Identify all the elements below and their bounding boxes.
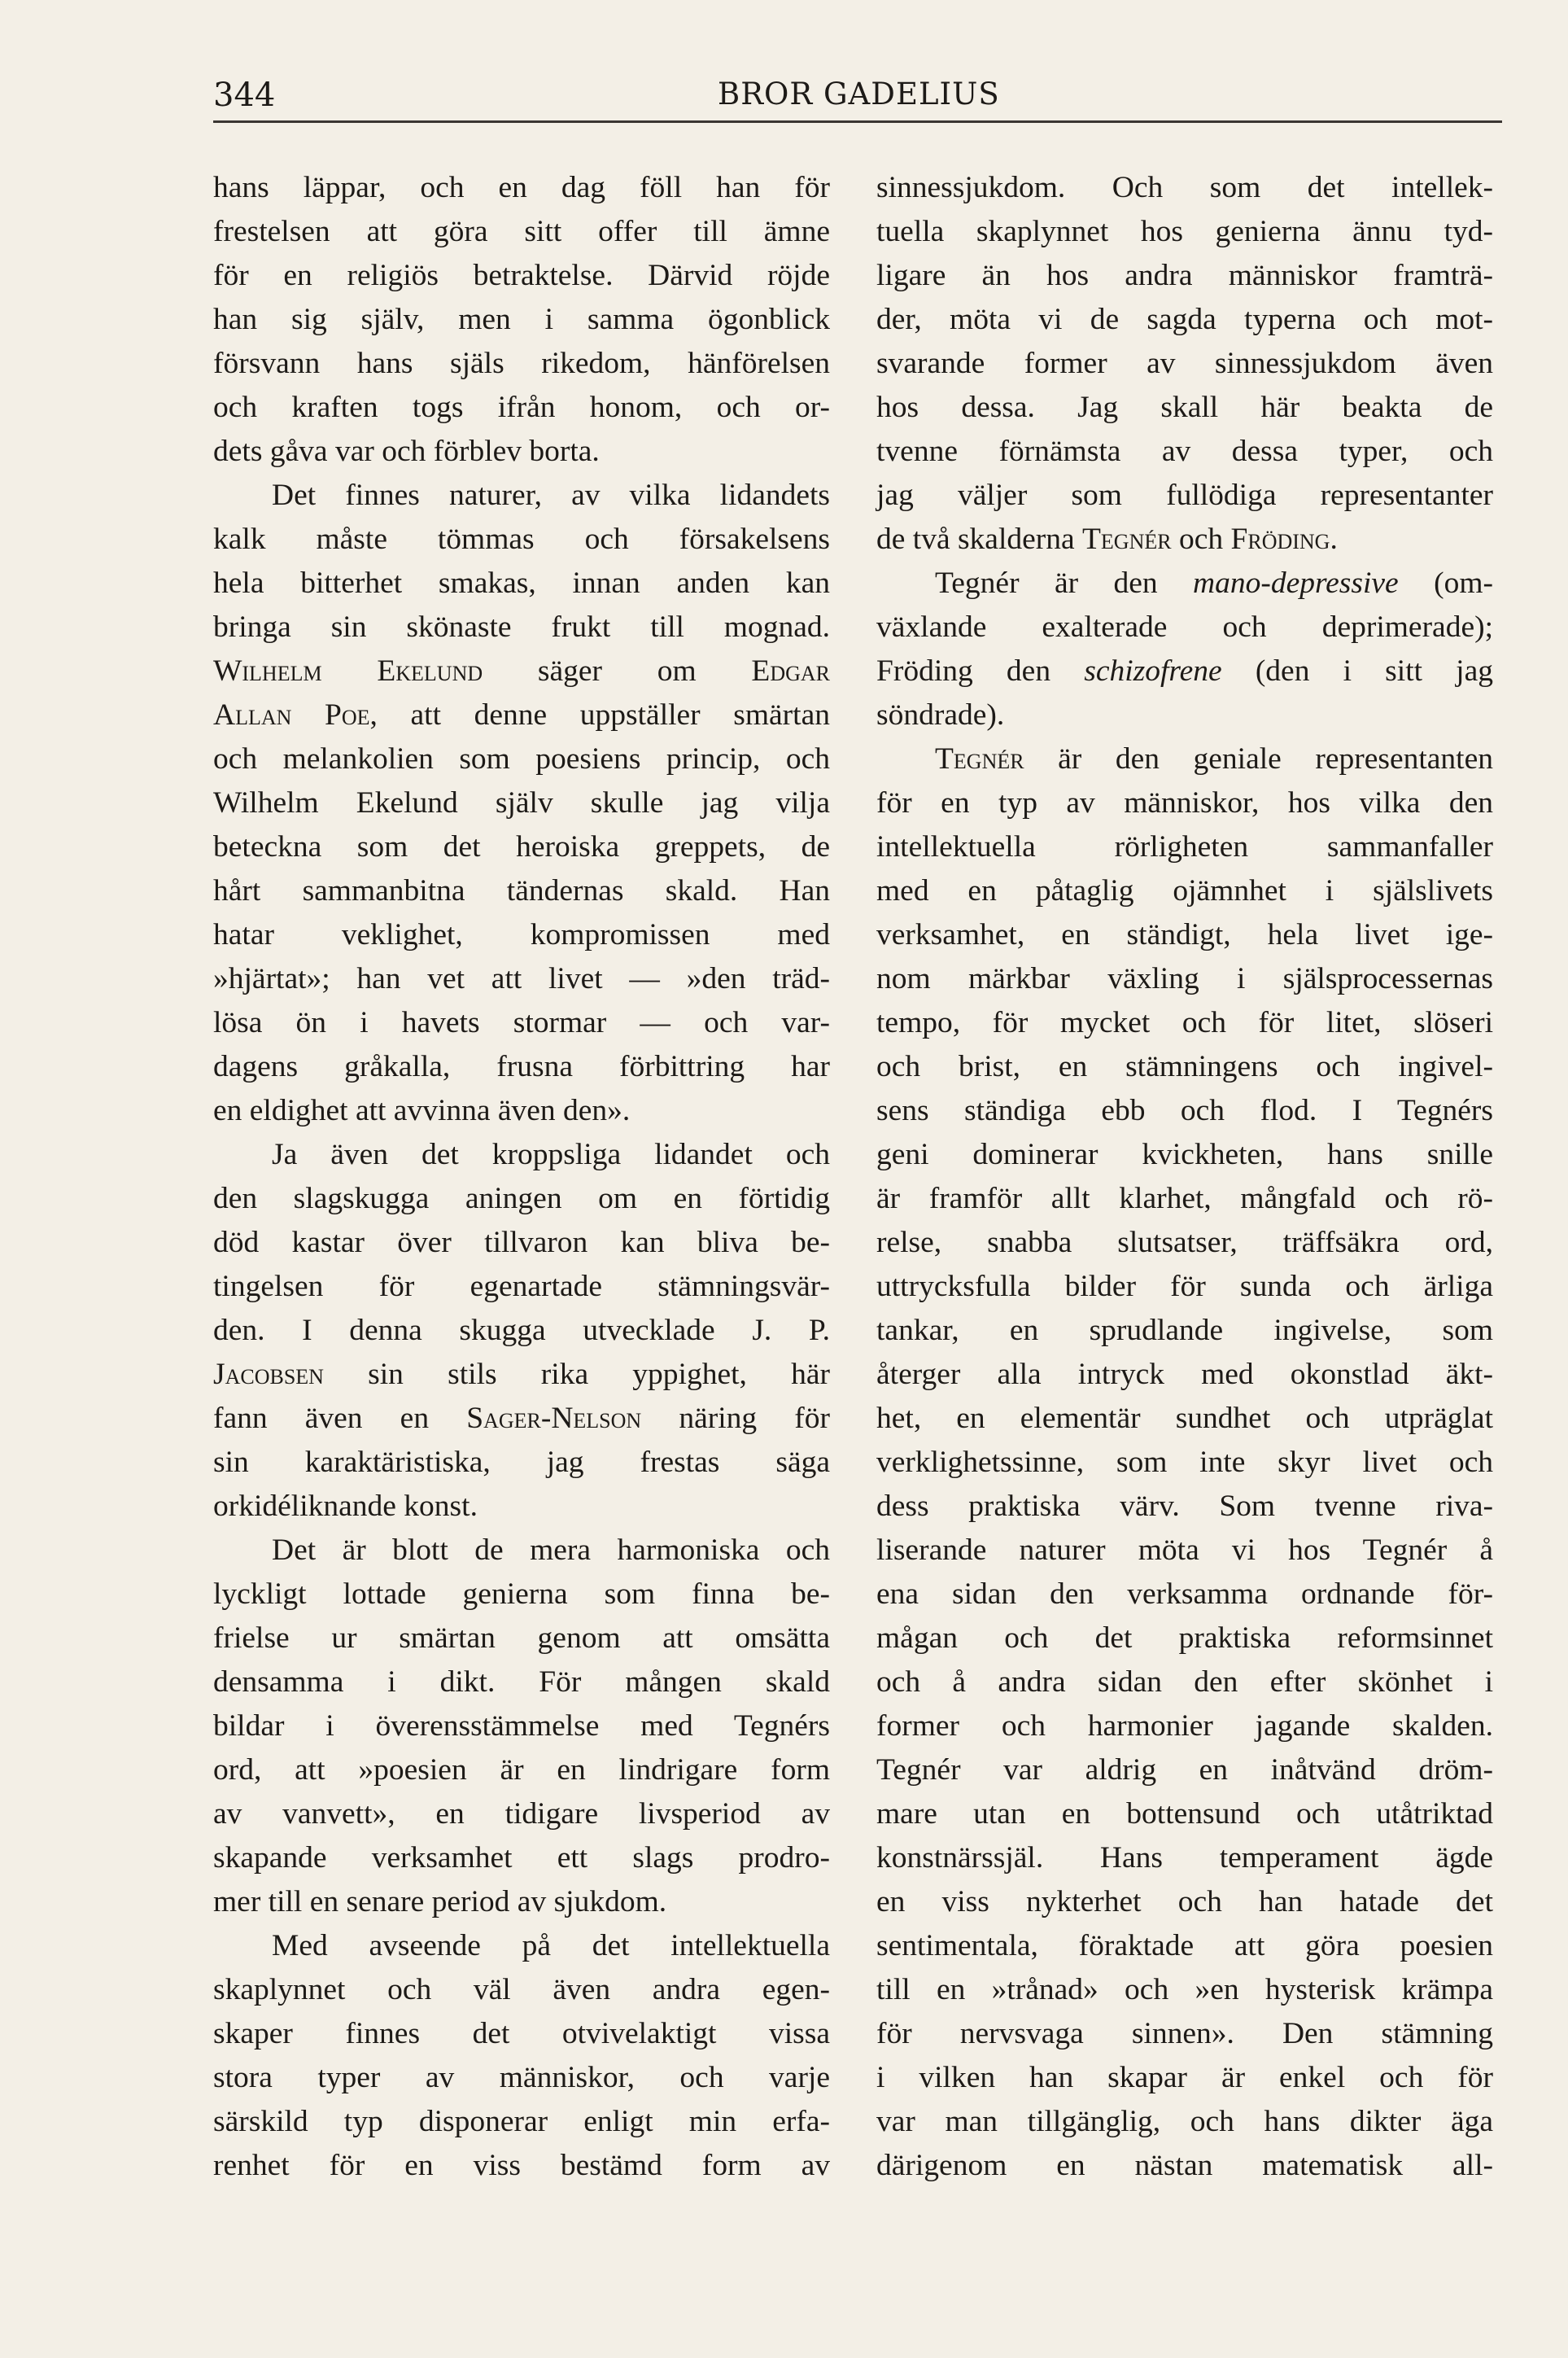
page-header [213,72,1502,123]
text-line [213,693,830,737]
text-line: är framför allt klarhet, mångfald och rö- [876,1182,1493,1215]
text-fragment: Fröding den [876,654,1085,688]
text-line: Det finnes naturer, av vilka lidandets [272,479,830,512]
italic-term: schizofrene [1084,654,1222,688]
person-name: Fröding [1230,523,1330,556]
text-line: geni dominerar kvickheten, hans snille [876,1138,1493,1171]
text-line: mer till en senare period av sjukdom. [213,1885,667,1918]
text-line: för en typ av människor, hos vilka den [876,786,1493,820]
text-line: Tegnér var aldrig en inåtvänd dröm- [876,1753,1493,1787]
text-line: uttrycksfulla bilder för sunda och ärliga [876,1270,1493,1303]
person-name: Allan Poe [213,698,370,732]
text-line: en viss nykterhet och han hatade det [876,1885,1493,1918]
italic-term: mano-depressive [1193,567,1399,600]
text-line: kalk måste tömmas och försakelsens [213,523,830,556]
text-line: tingelsen för egenartade stämningsvär- [213,1270,830,1303]
text-line: sin karaktäristiska, jag frestas säga [213,1446,830,1479]
text-line: mågan och det praktiska reformsinnet [876,1621,1493,1655]
text-line: sentimentala, föraktade att göra poesien [876,1929,1493,1962]
text-line: intellektuella rörligheten sammanfaller [876,830,1493,864]
text-line: Med avseende på det intellektuella [272,1929,830,1962]
text-line: mare utan en bottensund och utåtriktad [876,1797,1493,1831]
text-line: dets gåva var och förblev borta. [213,435,600,468]
text-line: tvenne förnämsta av dessa typer, och [876,435,1493,468]
text-line: hatar veklighet, kompromissen med [213,918,830,952]
person-name: Jacobsen [213,1358,324,1391]
text-line: jag väljer som fullödiga representanter [876,479,1493,512]
text-line: »hjärtat»; han vet att livet — »den träd- [213,962,830,995]
text-line: svarande former av sinnessjukdom även [876,347,1493,380]
text-line: nom märkbar växling i själsprocessernas [876,962,1493,995]
text-line: till en »trånad» och »en hysterisk krämpa [876,1973,1493,2006]
text-line: beteckna som det heroiska greppets, de [213,830,830,864]
text-line: i vilken han skapar är enkel och för [876,2061,1493,2094]
text-line: frestelsen att göra sitt offer till ämne [213,215,830,248]
text-line: hårt sammanbitna tändernas skald. Han [213,874,830,908]
person-name: Tegnér [935,742,1024,776]
text-line: verksamhet, en ständigt, hela livet ige- [876,918,1493,952]
text-line: en eldighet att avvinna även den». [213,1094,631,1127]
text-line: för en religiös betraktelse. Därvid röjde [213,259,830,292]
text-line: hos dessa. Jag skall här beakta de [876,391,1493,424]
text-line: het, en elementär sundhet och utpräglat [876,1402,1493,1435]
text-line [213,650,830,693]
text-line: med en påtaglig ojämnhet i själslivets [876,874,1493,908]
text-line: densamma i dikt. För mången skald [213,1665,830,1699]
text-line: hans läppar, och en dag föll han för [213,171,830,204]
text-line: Wilhelm Ekelund själv skulle jag vilja [213,786,830,820]
text-line: den. I denna skugga utvecklade J. P. [213,1314,830,1347]
text-line: skaper finnes det otvivelaktigt vissa [213,2017,830,2050]
text-line: därigenom en nästan matematisk all- [876,2149,1493,2182]
text-line: sinnessjukdom. Och som det intellek- [876,171,1493,204]
text-line: lösa ön i havets stormar — och var- [213,1006,830,1039]
text-fragment: fann även en [213,1402,467,1435]
text-line: den slagskugga aningen om en förtidig [213,1182,830,1215]
text-line [876,737,1493,781]
text-line: bringa sin skönaste frukt till mognad. [213,610,830,644]
text-line: och melankolien som poesiens princip, och [213,742,830,776]
text-line: av vanvett», en tidigare livsperiod av [213,1797,830,1831]
text-fragment: (den i sitt jag [1221,654,1493,688]
person-name: Sager-Nelson [466,1402,642,1435]
text-line: och kraften togs ifrån honom, och or- [213,391,830,424]
text-fragment: Tegnér är den [935,567,1193,600]
text-fragment: näring för [641,1402,830,1435]
text-line: konstnärssjäl. Hans temperament ägde [876,1841,1493,1875]
text-fragment: , att denne uppställer smärtan [369,698,830,732]
person-name: Tegnér [1082,523,1172,556]
text-line: han sig själv, men i samma ögonblick [213,303,830,336]
text-line: orkidéliknande konst. [213,1490,478,1523]
text-line: särskild typ disponerar enligt min erfa- [213,2105,830,2138]
text-line: ord, att »poesien är en lindrigare form [213,1753,830,1787]
text-line: renhet för en viss bestämd form av [213,2149,830,2182]
text-line: bildar i överensstämmelse med Tegnérs [213,1709,830,1743]
person-name: Edgar [751,654,830,688]
left-column [213,166,830,2188]
text-line: tuella skaplynnet hos genierna ännu tyd- [876,215,1493,248]
text-line: ena sidan den verksamma ordnande för- [876,1577,1493,1611]
text-line: växlande exalterade och deprimerade); [876,610,1493,644]
text-line: Det är blott de mera harmoniska och [272,1533,830,1567]
text-line [876,518,1493,562]
text-line: återger alla intryck med okonstlad äkt- [876,1358,1493,1391]
text-line: relse, snabba slutsatser, träffsäkra ord, [876,1226,1493,1259]
text-fragment: är den geniale representanten [1024,742,1493,776]
person-name: Wilhelm Ekelund [213,654,483,688]
text-line: och å andra sidan den efter skönhet i [876,1665,1493,1699]
text-line [213,1353,830,1397]
text-line: dess praktiska värv. Som tvenne riva- [876,1490,1493,1523]
text-line [213,1397,830,1441]
text-line: stora typer av människor, och varje [213,2061,830,2094]
text-line: försvann hans själs rikedom, hänförelsen [213,347,830,380]
text-line [876,562,1493,606]
text-line: sens ständiga ebb och flod. I Tegnérs [876,1094,1493,1127]
text-fragment: de två skalderna [876,523,1083,556]
text-line: hela bitterhet smakas, innan anden kan [213,567,830,600]
page-number: 344 [213,77,276,114]
text-fragment: säger om [483,654,752,688]
text-line: var man tillgänglig, och hans dikter äga [876,2105,1493,2138]
text-fragment: . [1330,523,1338,556]
text-line: Ja även det kroppsliga lidandet och [272,1138,830,1171]
text-line: söndrade). [876,698,1005,732]
text-fragment: och [1171,523,1231,556]
text-line [876,650,1493,693]
text-line: liserande naturer möta vi hos Tegnér å [876,1533,1493,1567]
text-line: död kastar över tillvaron kan bliva be- [213,1226,830,1259]
running-title: BROR GADELIUS [718,77,1000,112]
text-line: och brist, en stämningens och ingivel- [876,1050,1493,1083]
text-line: lyckligt lottade genierna som finna be- [213,1577,830,1611]
text-fragment: (om- [1398,567,1493,600]
text-line: tempo, för mycket och för litet, slöseri [876,1006,1493,1039]
right-column [876,166,1493,2188]
text-line: verklighetssinne, som inte skyr livet och [876,1446,1493,1479]
text-line: frielse ur smärtan genom att omsätta [213,1621,830,1655]
text-line: skaplynnet och väl även andra egen- [213,1973,830,2006]
text-line: skapande verksamhet ett slags prodro- [213,1841,830,1875]
text-line: der, möta vi de sagda typerna och mot- [876,303,1493,336]
text-line: tankar, en sprudlande ingivelse, som [876,1314,1493,1347]
text-line: för nervsvaga sinnen». Den stämning [876,2017,1493,2050]
text-line: ligare än hos andra människor framträ- [876,259,1493,292]
text-fragment: sin stils rika yppighet, här [323,1358,830,1391]
text-line: dagens gråkalla, frusna förbittring har [213,1050,830,1083]
text-line: former och harmonier jagande skalden. [876,1709,1493,1743]
